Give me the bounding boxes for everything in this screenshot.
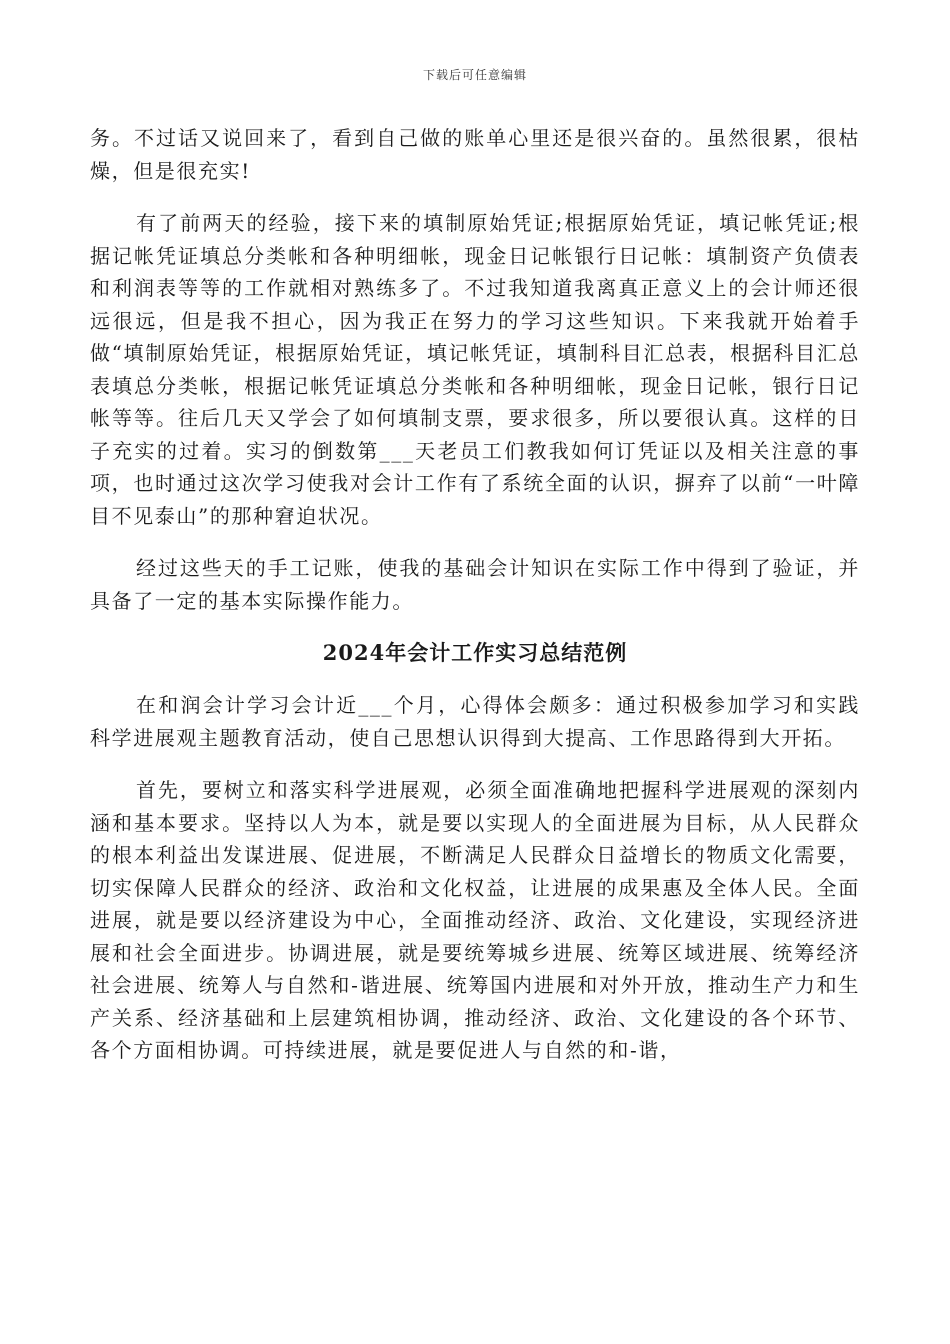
document-body [90, 122, 860, 1067]
paragraph-gap [90, 669, 860, 689]
paragraph-experience: 有了前两天的经验，接下来的填制原始凭证;根据原始凭证，填记帐凭证;根据记帐凭证填总分类帐和各种明细帐，现金日记帐银行日记帐：填制资产负债表和利润表等等的工作就相对熟练多了。不过我知道我离真正意义上的会计师还很远很远，但是我不担心，因为我正在努力的学习这些知识。下来我就开始着手做“填制原始凭证，根据原始凭证，填记帐凭证，填制科目汇总表，根据科目汇总表填总分类帐，根据记帐凭证填总分类帐和各种明细帐，现金日记帐，银行日记帐等等。往后几天又学会了如何填制支票，要求很多，所以要很认真。这样的日子充实的过着。实习的倒数第___天老员工们教我如何订凭证以及相关注意的事项，也时通过这次学习使我对会计工作有了系统全面的认识，摒弃了以前“一叶障目不见泰山”的那种窘迫状况。 [90, 211, 860, 528]
download-note: 下载后可任意编辑 [422, 68, 527, 82]
paragraph-intro: 在和润会计学习会计近___个月，心得体会颇多：通过积极参加学习和实践科学进展观主题教育活动，使自己思想认识得到大提高、工作思路得到大开拓。 [90, 693, 860, 750]
paragraph-gap [90, 187, 860, 207]
paragraph-gap [90, 754, 860, 774]
section-title: 2024年会计工作实习总结范例 [322, 640, 628, 665]
paragraph-gap [90, 532, 860, 552]
paragraph-conclusion: 经过这些天的手工记账，使我的基础会计知识在实际工作中得到了验证，并具备了一定的基本实际操作能力。 [90, 556, 860, 613]
paragraph-first-point: 首先，要树立和落实科学进展观，必须全面准确地把握科学进展观的深刻内涵和基本要求。坚持以人为本，就是要以实现人的全面进展为目标，从人民群众的根本利益出发谋进展、促进展，不断满足人民群众日益增长的物质文化需要，切实保障人民群众的经济、政治和文化权益，让进展的成果惠及全体人民。全面进展，就是要以经济建设为中心，全面推动经济、政治、文化建设，实现经济进展和社会全面进步。协调进展，就是要统筹城乡进展、统筹区域进展、统筹经济社会进展、统筹人与自然和-谐进展、统筹国内进展和对外开放，推动生产力和生产关系、经济基础和上层建筑相协调，推动经济、政治、文化建设的各个环节、各个方面相协调。可持续进展，就是要促进人与自然的和-谐， [90, 778, 860, 1062]
paragraph-gap [90, 617, 860, 637]
paragraph-continuation: 务。不过话又说回来了，看到自己做的账单心里还是很兴奋的。虽然很累，很枯燥，但是很充实! [90, 126, 860, 183]
